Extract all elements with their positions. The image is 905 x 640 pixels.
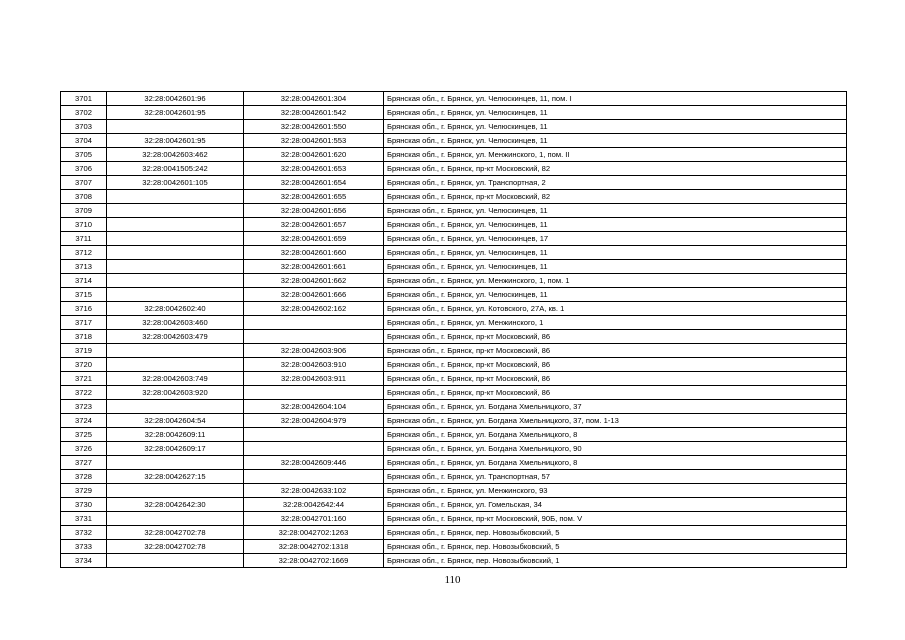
land-cadastral-number-cell	[107, 288, 244, 302]
row-number-cell: 3713	[61, 260, 107, 274]
table-row	[61, 512, 847, 526]
object-cadastral-number-cell: 32:28:0042601:304	[244, 92, 384, 106]
row-number-cell: 3721	[61, 372, 107, 386]
registry-table	[60, 91, 847, 568]
object-cadastral-number-cell: 32:28:0042604:979	[244, 414, 384, 428]
row-number-cell: 3732	[61, 526, 107, 540]
land-cadastral-number-cell	[107, 358, 244, 372]
object-cadastral-number-cell: 32:28:0042602:162	[244, 302, 384, 316]
land-cadastral-number-cell: 32:28:0042603:460	[107, 316, 244, 330]
row-number-cell: 3716	[61, 302, 107, 316]
address-cell: Брянская обл., г. Брянск, ул. Гомельская, 34	[384, 498, 847, 512]
address-cell: Брянская обл., г. Брянск, ул. Челюскинцев, 11	[384, 260, 847, 274]
table-row	[61, 372, 847, 386]
land-cadastral-number-cell: 32:28:0042609:11	[107, 428, 244, 442]
object-cadastral-number-cell: 32:28:0042701:160	[244, 512, 384, 526]
address-cell: Брянская обл., г. Брянск, пр-кт Московский, 82	[384, 190, 847, 204]
address-cell: Брянская обл., г. Брянск, ул. Богдана Хмельницкого, 8	[384, 428, 847, 442]
object-cadastral-number-cell: 32:28:0042604:104	[244, 400, 384, 414]
land-cadastral-number-cell: 32:28:0042627:15	[107, 470, 244, 484]
land-cadastral-number-cell: 32:28:0042702:78	[107, 540, 244, 554]
land-cadastral-number-cell: 32:28:0042603:920	[107, 386, 244, 400]
address-cell: Брянская обл., г. Брянск, пр-кт Московский, 86	[384, 344, 847, 358]
land-cadastral-number-cell: 32:28:0042603:479	[107, 330, 244, 344]
address-cell: Брянская обл., г. Брянск, пр-кт Московский, 90Б, пом. V	[384, 512, 847, 526]
address-cell: Брянская обл., г. Брянск, пр-кт Московский, 86	[384, 372, 847, 386]
address-cell: Брянская обл., г. Брянск, ул. Менжинского, 1, пом. II	[384, 148, 847, 162]
object-cadastral-number-cell: 32:28:0042603:911	[244, 372, 384, 386]
object-cadastral-number-cell: 32:28:0042601:620	[244, 148, 384, 162]
land-cadastral-number-cell: 32:28:0042601:95	[107, 106, 244, 120]
address-cell: Брянская обл., г. Брянск, ул. Челюскинцев, 11	[384, 218, 847, 232]
address-cell: Брянская обл., г. Брянск, пер. Новозыбковский, 1	[384, 554, 847, 568]
address-cell: Брянская обл., г. Брянск, ул. Богдана Хмельницкого, 8	[384, 456, 847, 470]
table-row	[61, 106, 847, 120]
table-row	[61, 484, 847, 498]
land-cadastral-number-cell	[107, 204, 244, 218]
land-cadastral-number-cell	[107, 190, 244, 204]
address-cell: Брянская обл., г. Брянск, ул. Богдана Хмельницкого, 90	[384, 442, 847, 456]
row-number-cell: 3730	[61, 498, 107, 512]
address-cell: Брянская обл., г. Брянск, ул. Челюскинцев, 11	[384, 288, 847, 302]
object-cadastral-number-cell: 32:28:0042603:910	[244, 358, 384, 372]
object-cadastral-number-cell: 32:28:0042601:653	[244, 162, 384, 176]
row-number-cell: 3719	[61, 344, 107, 358]
object-cadastral-number-cell: 32:28:0042601:666	[244, 288, 384, 302]
address-cell: Брянская обл., г. Брянск, ул. Челюскинцев, 11	[384, 134, 847, 148]
object-cadastral-number-cell: 32:28:0042601:542	[244, 106, 384, 120]
row-number-cell: 3728	[61, 470, 107, 484]
object-cadastral-number-cell	[244, 428, 384, 442]
land-cadastral-number-cell	[107, 120, 244, 134]
land-cadastral-number-cell: 32:28:0042602:40	[107, 302, 244, 316]
address-cell: Брянская обл., г. Брянск, пр-кт Московский, 86	[384, 358, 847, 372]
object-cadastral-number-cell	[244, 442, 384, 456]
row-number-cell: 3722	[61, 386, 107, 400]
land-cadastral-number-cell	[107, 456, 244, 470]
table-row	[61, 358, 847, 372]
object-cadastral-number-cell	[244, 470, 384, 484]
address-cell: Брянская обл., г. Брянск, ул. Транспортная, 57	[384, 470, 847, 484]
table-row	[61, 190, 847, 204]
land-cadastral-number-cell	[107, 344, 244, 358]
land-cadastral-number-cell	[107, 274, 244, 288]
row-number-cell: 3701	[61, 92, 107, 106]
row-number-cell: 3731	[61, 512, 107, 526]
table-row	[61, 218, 847, 232]
object-cadastral-number-cell: 32:28:0042601:550	[244, 120, 384, 134]
land-cadastral-number-cell: 32:28:0042642:30	[107, 498, 244, 512]
row-number-cell: 3725	[61, 428, 107, 442]
table-row	[61, 260, 847, 274]
object-cadastral-number-cell: 32:28:0042601:659	[244, 232, 384, 246]
object-cadastral-number-cell: 32:28:0042601:654	[244, 176, 384, 190]
table-row	[61, 470, 847, 484]
table-row	[61, 204, 847, 218]
address-cell: Брянская обл., г. Брянск, ул. Челюскинцев, 11	[384, 204, 847, 218]
row-number-cell: 3709	[61, 204, 107, 218]
row-number-cell: 3715	[61, 288, 107, 302]
land-cadastral-number-cell: 32:28:0041505:242	[107, 162, 244, 176]
object-cadastral-number-cell: 32:28:0042702:1263	[244, 526, 384, 540]
row-number-cell: 3704	[61, 134, 107, 148]
row-number-cell: 3710	[61, 218, 107, 232]
address-cell: Брянская обл., г. Брянск, пр-кт Московский, 86	[384, 386, 847, 400]
land-cadastral-number-cell: 32:28:0042609:17	[107, 442, 244, 456]
object-cadastral-number-cell: 32:28:0042603:906	[244, 344, 384, 358]
address-cell: Брянская обл., г. Брянск, ул. Челюскинцев, 11	[384, 106, 847, 120]
land-cadastral-number-cell: 32:28:0042603:462	[107, 148, 244, 162]
address-cell: Брянская обл., г. Брянск, пер. Новозыбковский, 5	[384, 526, 847, 540]
table-row	[61, 232, 847, 246]
table-row	[61, 414, 847, 428]
address-cell: Брянская обл., г. Брянск, ул. Челюскинцев, 11	[384, 120, 847, 134]
object-cadastral-number-cell	[244, 316, 384, 330]
address-cell: Брянская обл., г. Брянск, ул. Челюскинцев, 17	[384, 232, 847, 246]
address-cell: Брянская обл., г. Брянск, ул. Челюскинцев, 11, пом. I	[384, 92, 847, 106]
land-cadastral-number-cell: 32:28:0042601:96	[107, 92, 244, 106]
table-row	[61, 288, 847, 302]
land-cadastral-number-cell: 32:28:0042603:749	[107, 372, 244, 386]
table-row	[61, 134, 847, 148]
object-cadastral-number-cell: 32:28:0042633:102	[244, 484, 384, 498]
registry-table-body	[61, 92, 847, 568]
table-row	[61, 554, 847, 568]
object-cadastral-number-cell: 32:28:0042601:656	[244, 204, 384, 218]
table-row	[61, 442, 847, 456]
row-number-cell: 3705	[61, 148, 107, 162]
address-cell: Брянская обл., г. Брянск, ул. Менжинского, 1, пом. 1	[384, 274, 847, 288]
table-row	[61, 302, 847, 316]
page-number: 110	[444, 574, 461, 586]
land-cadastral-number-cell	[107, 218, 244, 232]
table-row	[61, 330, 847, 344]
object-cadastral-number-cell: 32:28:0042601:662	[244, 274, 384, 288]
object-cadastral-number-cell: 32:28:0042601:553	[244, 134, 384, 148]
land-cadastral-number-cell	[107, 400, 244, 414]
object-cadastral-number-cell: 32:28:0042702:1318	[244, 540, 384, 554]
row-number-cell: 3729	[61, 484, 107, 498]
row-number-cell: 3724	[61, 414, 107, 428]
land-cadastral-number-cell	[107, 260, 244, 274]
object-cadastral-number-cell: 32:28:0042601:661	[244, 260, 384, 274]
table-row	[61, 92, 847, 106]
object-cadastral-number-cell: 32:28:0042601:655	[244, 190, 384, 204]
table-row	[61, 120, 847, 134]
row-number-cell: 3723	[61, 400, 107, 414]
object-cadastral-number-cell	[244, 386, 384, 400]
row-number-cell: 3720	[61, 358, 107, 372]
land-cadastral-number-cell: 32:28:0042604:54	[107, 414, 244, 428]
table-row	[61, 400, 847, 414]
row-number-cell: 3712	[61, 246, 107, 260]
object-cadastral-number-cell	[244, 330, 384, 344]
address-cell: Брянская обл., г. Брянск, ул. Котовского, 27А, кв. 1	[384, 302, 847, 316]
table-row	[61, 428, 847, 442]
land-cadastral-number-cell: 32:28:0042702:78	[107, 526, 244, 540]
land-cadastral-number-cell	[107, 484, 244, 498]
land-cadastral-number-cell	[107, 246, 244, 260]
address-cell: Брянская обл., г. Брянск, пр-кт Московский, 82	[384, 162, 847, 176]
table-row	[61, 148, 847, 162]
row-number-cell: 3734	[61, 554, 107, 568]
address-cell: Брянская обл., г. Брянск, пер. Новозыбковский, 5	[384, 540, 847, 554]
object-cadastral-number-cell: 32:28:0042609:446	[244, 456, 384, 470]
table-row	[61, 540, 847, 554]
land-cadastral-number-cell: 32:28:0042601:105	[107, 176, 244, 190]
address-cell: Брянская обл., г. Брянск, пр-кт Московский, 86	[384, 330, 847, 344]
object-cadastral-number-cell: 32:28:0042702:1669	[244, 554, 384, 568]
address-cell: Брянская обл., г. Брянск, ул. Богдана Хмельницкого, 37	[384, 400, 847, 414]
table-row	[61, 386, 847, 400]
object-cadastral-number-cell: 32:28:0042601:660	[244, 246, 384, 260]
table-row	[61, 176, 847, 190]
table-row	[61, 316, 847, 330]
table-row	[61, 456, 847, 470]
row-number-cell: 3714	[61, 274, 107, 288]
address-cell: Брянская обл., г. Брянск, ул. Менжинского, 93	[384, 484, 847, 498]
row-number-cell: 3718	[61, 330, 107, 344]
row-number-cell: 3726	[61, 442, 107, 456]
object-cadastral-number-cell: 32:28:0042642:44	[244, 498, 384, 512]
table-row	[61, 526, 847, 540]
land-cadastral-number-cell	[107, 554, 244, 568]
row-number-cell: 3717	[61, 316, 107, 330]
table-row	[61, 246, 847, 260]
row-number-cell: 3733	[61, 540, 107, 554]
address-cell: Брянская обл., г. Брянск, ул. Челюскинцев, 11	[384, 246, 847, 260]
object-cadastral-number-cell: 32:28:0042601:657	[244, 218, 384, 232]
table-row	[61, 498, 847, 512]
table-row	[61, 162, 847, 176]
row-number-cell: 3706	[61, 162, 107, 176]
land-cadastral-number-cell	[107, 232, 244, 246]
row-number-cell: 3703	[61, 120, 107, 134]
table-row	[61, 344, 847, 358]
row-number-cell: 3727	[61, 456, 107, 470]
land-cadastral-number-cell	[107, 512, 244, 526]
row-number-cell: 3711	[61, 232, 107, 246]
table-row	[61, 274, 847, 288]
row-number-cell: 3707	[61, 176, 107, 190]
address-cell: Брянская обл., г. Брянск, ул. Менжинского, 1	[384, 316, 847, 330]
address-cell: Брянская обл., г. Брянск, ул. Транспортная, 2	[384, 176, 847, 190]
row-number-cell: 3708	[61, 190, 107, 204]
land-cadastral-number-cell: 32:28:0042601:95	[107, 134, 244, 148]
address-cell: Брянская обл., г. Брянск, ул. Богдана Хмельницкого, 37, пом. 1-13	[384, 414, 847, 428]
row-number-cell: 3702	[61, 106, 107, 120]
